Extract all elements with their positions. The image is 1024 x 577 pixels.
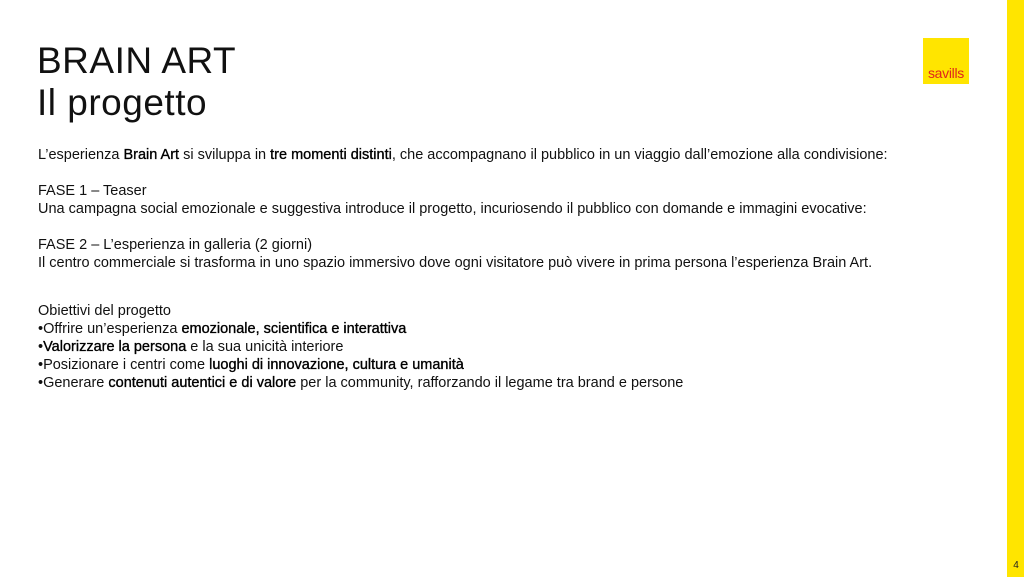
logo-text: savills	[927, 65, 965, 81]
slide-title	[37, 40, 236, 124]
page-number: 4	[1013, 560, 1019, 571]
savills-logo	[923, 38, 969, 84]
phase2-heading: FASE 2 – L’esperienza in galleria (2 giorni)	[38, 237, 313, 253]
title-line-2: Il progetto	[37, 82, 208, 123]
objectives-heading: Obiettivi del progetto	[38, 303, 171, 319]
intro-text-2: si sviluppa in	[179, 147, 271, 163]
intro-bold-1: Brain Art	[123, 147, 180, 163]
title-line-1: BRAIN ART	[37, 40, 237, 81]
intro-paragraph	[38, 146, 978, 164]
objective-item: •Posizionare i centri come luoghi di innovazione, cultura e umanità	[38, 357, 464, 373]
intro-bold-2: tre momenti distinti	[270, 147, 392, 163]
phase2-text: Il centro commerciale si trasforma in uno spazio immersivo dove ogni visitatore può vivere in prima persona l’esperienza Brain Art.	[38, 255, 873, 271]
objective-item: •Offrire un’esperienza emozionale, scientifica e interattiva	[38, 321, 407, 337]
intro-text-3: , che accompagnano il pubblico in un viaggio dall’emozione alla condivisione:	[391, 147, 888, 163]
objective-item: •Generare contenuti autentici e di valore per la community, rafforzando il legame tra brand e persone	[38, 375, 684, 391]
slide-body	[38, 146, 978, 392]
phase1-text: Una campagna social emozionale e suggestiva introduce il progetto, incuriosendo il pubblico con domande e immagini evocative:	[38, 201, 867, 217]
intro-text-1: L’esperienza	[38, 147, 124, 163]
phase1-heading: FASE 1 – Teaser	[38, 183, 147, 199]
accent-side-bar	[1007, 0, 1024, 577]
objective-item: •Valorizzare la persona e la sua unicità interiore	[38, 339, 344, 355]
